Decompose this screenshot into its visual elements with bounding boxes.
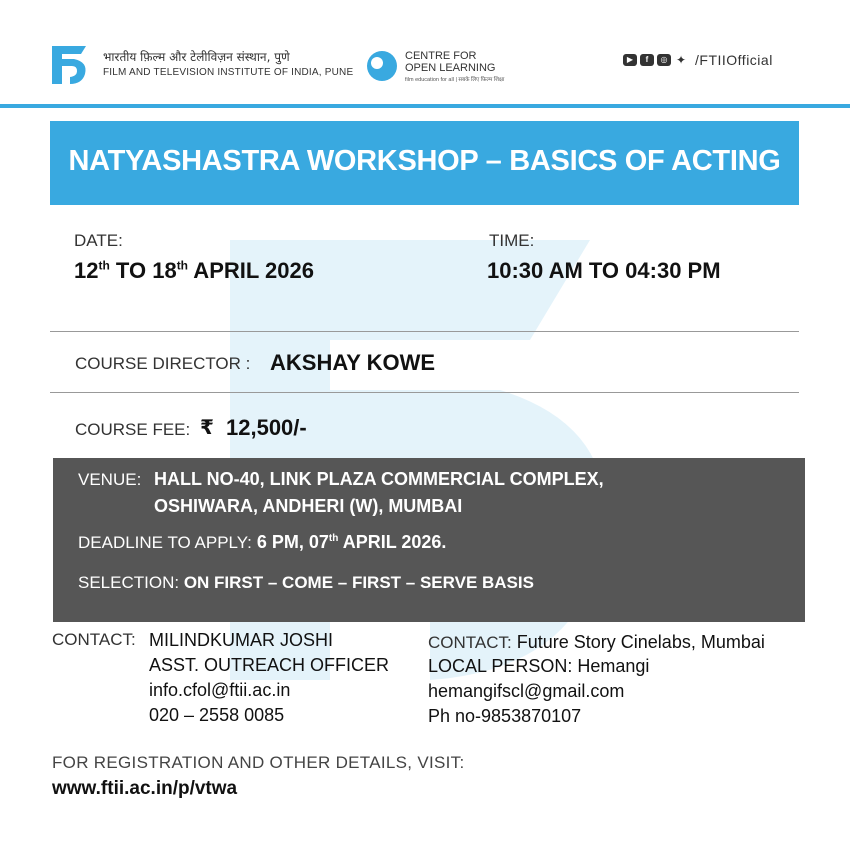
contact-left-name: MILINDKUMAR JOSHI [149, 630, 334, 650]
contact-left-phone: 020 – 2558 0085 [149, 705, 285, 725]
registration-text: FOR REGISTRATION AND OTHER DETAILS, VISIT: [52, 753, 465, 772]
local-person-label: LOCAL PERSON: [428, 656, 573, 676]
venue-line2: OSHIWARA, ANDHERI (W), MUMBAI [154, 496, 463, 516]
local-person-row [428, 656, 649, 677]
fee-amount: 12,500/- [226, 415, 307, 440]
facebook-icon[interactable]: f [640, 54, 654, 66]
page-title: NATYASHASTRA WORKSHOP – BASICS OF ACTING [68, 145, 781, 177]
director-name: AKSHAY KOWE [270, 350, 436, 375]
contact-right-row [428, 632, 765, 653]
venue-label: VENUE: [78, 470, 142, 489]
selection-row [78, 573, 534, 593]
social-handle: /FTIIOfficial [695, 52, 773, 68]
divider-1 [50, 331, 799, 332]
ftii-hindi-name: भारतीय फ़िल्म और टेलीविज़न संस्थान, पुणे [103, 50, 290, 64]
ftii-logo [50, 44, 90, 86]
date-value: 12th TO 18th APRIL 2026 [74, 258, 314, 283]
deadline-label: DEADLINE TO APPLY: [78, 533, 252, 552]
registration-link[interactable]: www.ftii.ac.in/p/vtwa [52, 778, 238, 799]
contact-left-email[interactable]: info.cfol@ftii.ac.in [149, 680, 291, 700]
venue-line1: HALL NO-40, LINK PLAZA COMMERCIAL COMPLEX, [154, 469, 604, 489]
cfol-tagline: film education for all | सबके लिए फ़िल्म शिक्षा [405, 77, 505, 83]
time-label: TIME: [489, 231, 535, 250]
social-icons [623, 53, 688, 67]
fee-label: COURSE FEE: [75, 420, 191, 439]
cfol-logo [366, 50, 398, 82]
time-value: 10:30 AM TO 04:30 PM [487, 258, 721, 283]
selection-label: SELECTION: [78, 573, 180, 592]
ftii-english-name: FILM AND TELEVISION INSTITUTE OF INDIA, PUNE [103, 67, 354, 78]
contact-right-email[interactable]: hemangifscl@gmail.com [428, 681, 625, 701]
cfol-title-line2: OPEN LEARNING [405, 62, 496, 74]
contact-right-org: Future Story Cinelabs, Mumbai [511, 632, 765, 652]
selection-value: ON FIRST – COME – FIRST – SERVE BASIS [179, 573, 534, 592]
contact-left-label: CONTACT: [52, 630, 136, 649]
deadline-value: 6 PM, 07th APRIL 2026. [251, 532, 447, 552]
contact-left-designation: ASST. OUTREACH OFFICER [149, 655, 390, 675]
deadline-row [78, 532, 446, 553]
director-label: COURSE DIRECTOR : [75, 354, 251, 373]
divider-2 [50, 392, 799, 393]
local-person-name: Hemangi [572, 656, 650, 676]
cfol-title-line1: CENTRE FOR [405, 50, 477, 62]
header-divider [0, 104, 850, 108]
contact-right-label: CONTACT: [428, 633, 512, 652]
rupee-symbol: ₹ [200, 417, 214, 439]
twitter-icon[interactable]: ✦ [675, 53, 687, 67]
youtube-icon[interactable]: ▶ [623, 54, 637, 66]
instagram-icon[interactable]: ◎ [657, 54, 671, 66]
date-label: DATE: [74, 231, 123, 250]
contact-right-phone: Ph no-9853870107 [428, 706, 582, 726]
